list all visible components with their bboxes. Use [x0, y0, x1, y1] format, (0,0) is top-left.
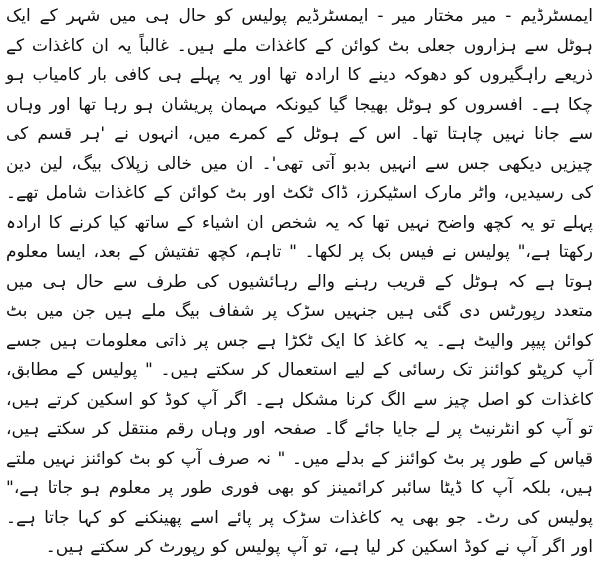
article-body — [6, 2, 593, 563]
article-paragraph: ایمسٹرڈیم - میر مختار میر - ایمسٹرڈیم پولیس کو حال ہی میں شہر کے ایک ہوٹل سے ہزاروں جعلی بٹ کوائن کے کاغذات ملے ہیں۔ غالباً یہ ان کاغذات کے ذریعے راہگیروں کو دھوکہ دینے کا ارادہ تھا اور یہ پہلے ہی کافی بار کامیاب ہو چکا ہے۔ افسروں کو ہوٹل بھیجا گیا کیونکہ مہمان پریشان ہو رہا تھا اور وہاں سے جانا نہیں چاہتا تھا۔ اس کے ہوٹل کے کمرے میں، انہوں نے 'ہر قسم کی چیزیں دیکھی جس سے انہیں بدبو آتی تھی'۔ ان میں خالی زپلاک بیگ، لین دین کی رسیدیں، واٹر مارک اسٹیکرز، ڈاک ٹکٹ اور بٹ کوائن کے کاغذات شامل تھے۔ پہلے تو یہ کچھ واضح نہیں تھا کہ یہ شخص ان اشیاء کے ساتھ کیا کرنے کا ارادہ رکھتا ہے،" پولیس نے فیس بک پر لکھا۔ " تاہم، کچھ تفتیش کے بعد، ایسا معلوم ہوتا ہے کہ ہوٹل کے قریب رہنے والے رہائشیوں کی طرف سے حال ہی میں متعدد رپورٹس دی گئی ہیں جنہیں سڑک پر شفاف بیگ ملے ہیں جن میں بٹ کوائن پیپر والیٹ ہے۔ یہ کاغذ کا ایک ٹکڑا ہے جس پر ذاتی معلومات ہیں جسے آپ کرپٹو کوائنز تک رسائی کے لیے استعمال کر سکتے ہیں۔ " پولیس کے مطابق، کاغذات کو اصل چیز سے الگ کرنا مشکل ہے۔ اگر آپ کوڈ کو اسکین کرتے ہیں، تو آپ کو انٹرنیٹ پر لے جایا جائے گا۔ صفحہ اور وہاں رقم منتقل کر سکتے ہیں، قیاس کے طور پر بٹ کوائنز کے بدلے میں۔ " نہ صرف آپ کو بٹ کوائنز نہیں ملتے ہیں، بلکہ آپ کا ڈیٹا سائبر کرائمینز کو بھی فوری طور پر معلوم ہو جاتا ہے،" پولیس کی رٹ۔ جو بھی یہ کاغذات سڑک پر پائے اسے پھینکنے کو کہا جاتا ہے۔ اور اگر آپ نے کوڈ اسکین کر لیا ہے، تو آپ پولیس کو رپورٹ کر سکتے ہیں۔ — [6, 6, 593, 557]
